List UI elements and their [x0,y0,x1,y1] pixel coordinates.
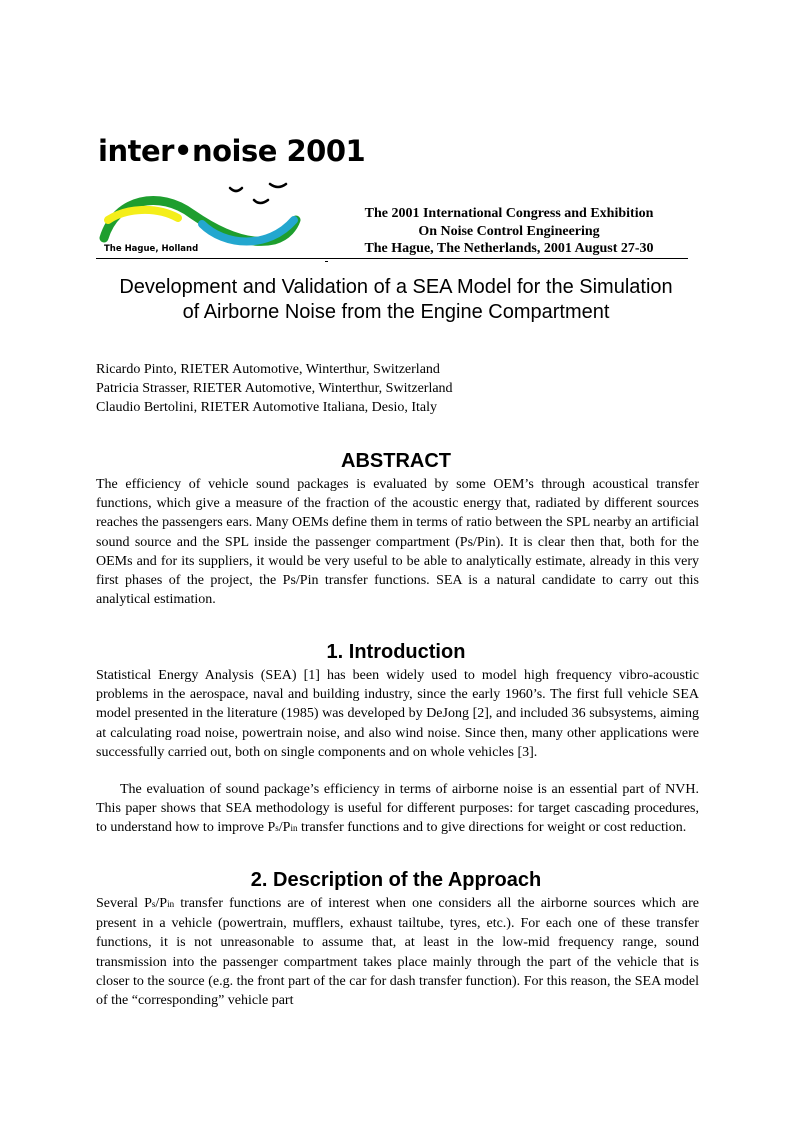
paper-title-line-1: Development and Validation of a SEA Model for the Simulation [119,276,673,298]
intro-p2-text-b: transfer functions and to give directions for weight or cost reduction. [297,820,687,836]
logo-bird-2 [254,200,268,203]
abstract-heading: ABSTRACT [341,450,451,472]
intro-p2-subscript-in: in [290,823,298,834]
conference-line-3: The Hague, The Netherlands, 2001 August 27-30 [364,241,654,256]
introduction-paragraph-1: Statistical Energy Analysis (SEA) [1] has been widely used to model high frequency vibro-acoustic problems in the aerospace, naval and building industry, since the early 1960’s. The first full vehicle SEA model presented in the literature (1985) was developed by DeJong [2], and included 36 subsystems, aiming at calculating road noise, powertrain noise, and also wind noise. Since then, many other applications were successfully carried out, both on single components and on whole vehicles [3]. [96,668,699,760]
author-1: Ricardo Pinto, RIETER Automotive, Winterthur, Switzerland [96,362,440,377]
intro-p2-text-a: The evaluation of sound package’s efficiency in terms of airborne noise is an essential part of NVH. This paper shows that SEA methodology is useful for different purposes: for target cascading procedures, to understand how to improve P [96,782,699,836]
abstract-text: The efficiency of vehicle sound packages is evaluated by some OEM’s through acoustical transfer functions, which give a measure of the fraction of the acoustic energy that, radiated by different sources reaches the passengers ears. Many OEMs define them in terms of ratio between the SPL nearby an artificial sound source and the SPL inside the passenger compartment (Ps/Pin). It is clear then that, both for the OEMs and for its suppliers, it would be very useful to be able to analytically estimate, already in this very first phases of the project, the Ps/Pin transfer functions. SEA is a natural candidate to carry out this analytical estimation. [96,477,699,608]
logo-title: inter•noise 2001 [98,134,366,168]
approach-subscript-in: in [167,899,175,909]
logo-yellow-arc [108,210,178,220]
introduction-paragraph-2 [96,780,699,839]
logo-bird-1 [230,188,242,191]
approach-slash: /P [155,896,168,911]
introduction-heading: 1. Introduction [326,641,466,663]
approach-text-b: transfer functions are of interest when one considers all the airborne sources which are present in a vehicle (powertrain, mufflers, exhaust tailtube, tyres, etc.). For each one of these transfer functions, it is not unreasonable to assume that, at least in the low-mid frequency range, sound transmission into the passenger compartment takes place mainly through the part of the vehicle that is closer to the source (e.g. the front part of the car for dash transfer function). For this reason, the SEA model of the “corresponding” vehicle part [96,896,699,1009]
logo-place: The Hague, Holland [104,244,199,254]
approach-paragraph [96,894,699,1010]
logo-bird-3 [270,184,286,187]
author-list [96,360,696,417]
intro-p2-slash: /P [278,820,291,836]
approach-text-a: Several P [96,896,152,911]
conference-line-1: The 2001 International Congress and Exhibition [364,206,654,221]
conference-logo [98,134,366,258]
conference-line-2: On Noise Control Engineering [418,223,600,239]
approach-heading: 2. Description of the Approach [250,869,542,891]
author-2: Patricia Strasser, RIETER Automotive, Winterthur, Switzerland [96,381,453,396]
header-rule-tick [325,261,328,262]
header-rule [96,258,688,259]
intro-p2-subscript-s: s [275,823,279,834]
paper-title [96,275,696,325]
logo-wave-graphic [98,180,326,246]
paper-title-line-2: of Airborne Noise from the Engine Compartment [182,301,610,323]
author-3: Claudio Bertolini, RIETER Automotive Italiana, Desio, Italy [96,400,437,415]
approach-subscript-s: s [151,899,156,909]
conference-header [336,205,682,258]
